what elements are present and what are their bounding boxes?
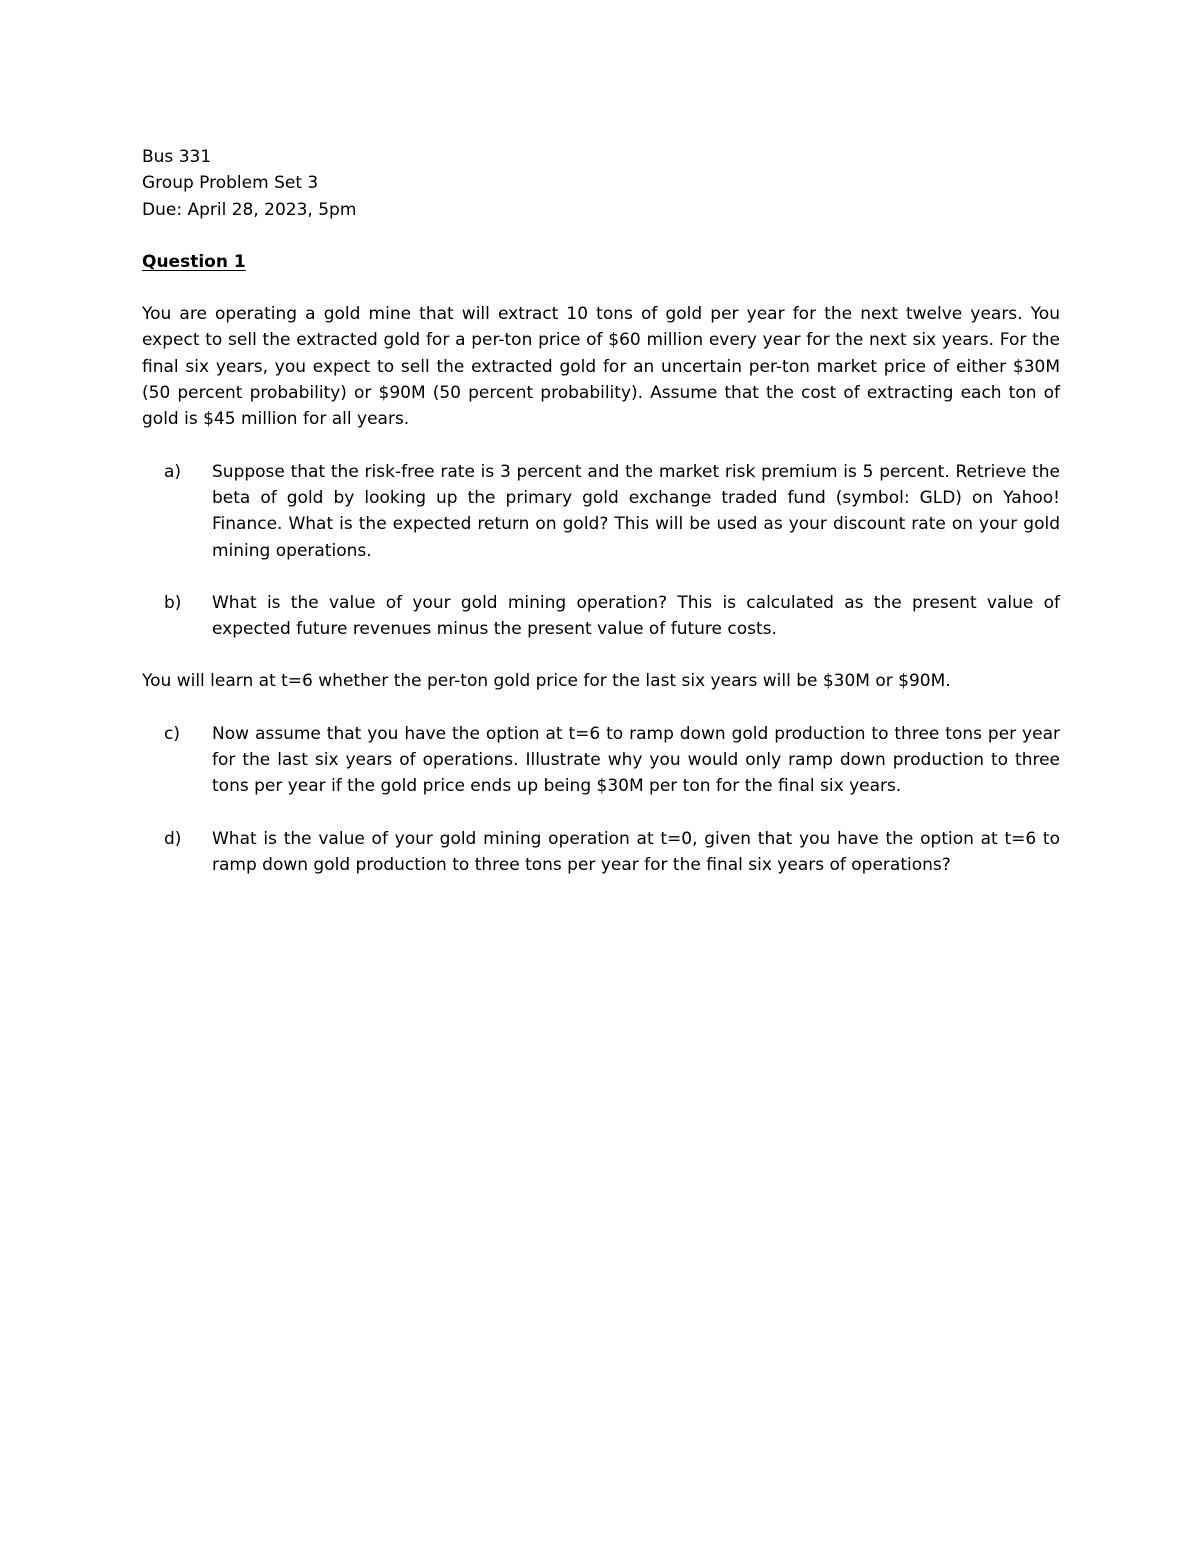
question-heading: Question 1	[142, 251, 246, 272]
part-text: Now assume that you have the option at t=6 to ramp down gold production to three tons per year for the last six years of operations. Illustrate why you would only ramp down production to three tons per year if the gold price ends up being $30M per ton for the final six years.	[212, 723, 1060, 797]
document-page	[142, 144, 1060, 878]
question-part-d	[142, 826, 1060, 879]
question-intro: You are operating a gold mine that will extract 10 tons of gold per year for the next twelve years. You expect to sell the extracted gold for a per-ton price of $60 million every year for the next six years. For the final six years, you expect to sell the extracted gold for an uncertain per-ton market price of either $30M (50 percent probability) or $90M (50 percent probability). Assume that the cost of extracting each ton of gold is $45 million for all years.	[142, 304, 1060, 430]
question-parts-second	[142, 721, 1060, 878]
due-date: Due: April 28, 2023, 5pm	[142, 199, 357, 220]
question-part-a	[142, 459, 1060, 564]
part-label: b)	[164, 592, 182, 613]
problem-set-title: Group Problem Set 3	[142, 173, 319, 194]
question-interlude: You will learn at t=6 whether the per-ton gold price for the last six years will be $30M or $90M.	[142, 671, 951, 692]
course-code: Bus 331	[142, 147, 212, 167]
part-label: c)	[164, 723, 180, 744]
part-label: a)	[164, 461, 182, 482]
part-label: d)	[164, 828, 182, 849]
part-text: What is the value of your gold mining operation at t=0, given that you have the option at t=6 to ramp down gold production to three tons per year for the final six years of operations?	[212, 828, 1060, 875]
question-parts-first	[142, 459, 1060, 643]
part-text: Suppose that the risk-free rate is 3 percent and the market risk premium is 5 percent. Retrieve the beta of gold by looking up the primary gold exchange traded fund (symbol: GLD) on Yahoo! Finance. What is the expected return on gold? This will be used as your discount rate on your gold mining operations.	[212, 461, 1060, 561]
question-part-c	[142, 721, 1060, 800]
part-text: What is the value of your gold mining operation? This is calculated as the present value of expected future revenues minus the present value of future costs.	[212, 592, 1060, 640]
question-part-b	[142, 590, 1060, 643]
